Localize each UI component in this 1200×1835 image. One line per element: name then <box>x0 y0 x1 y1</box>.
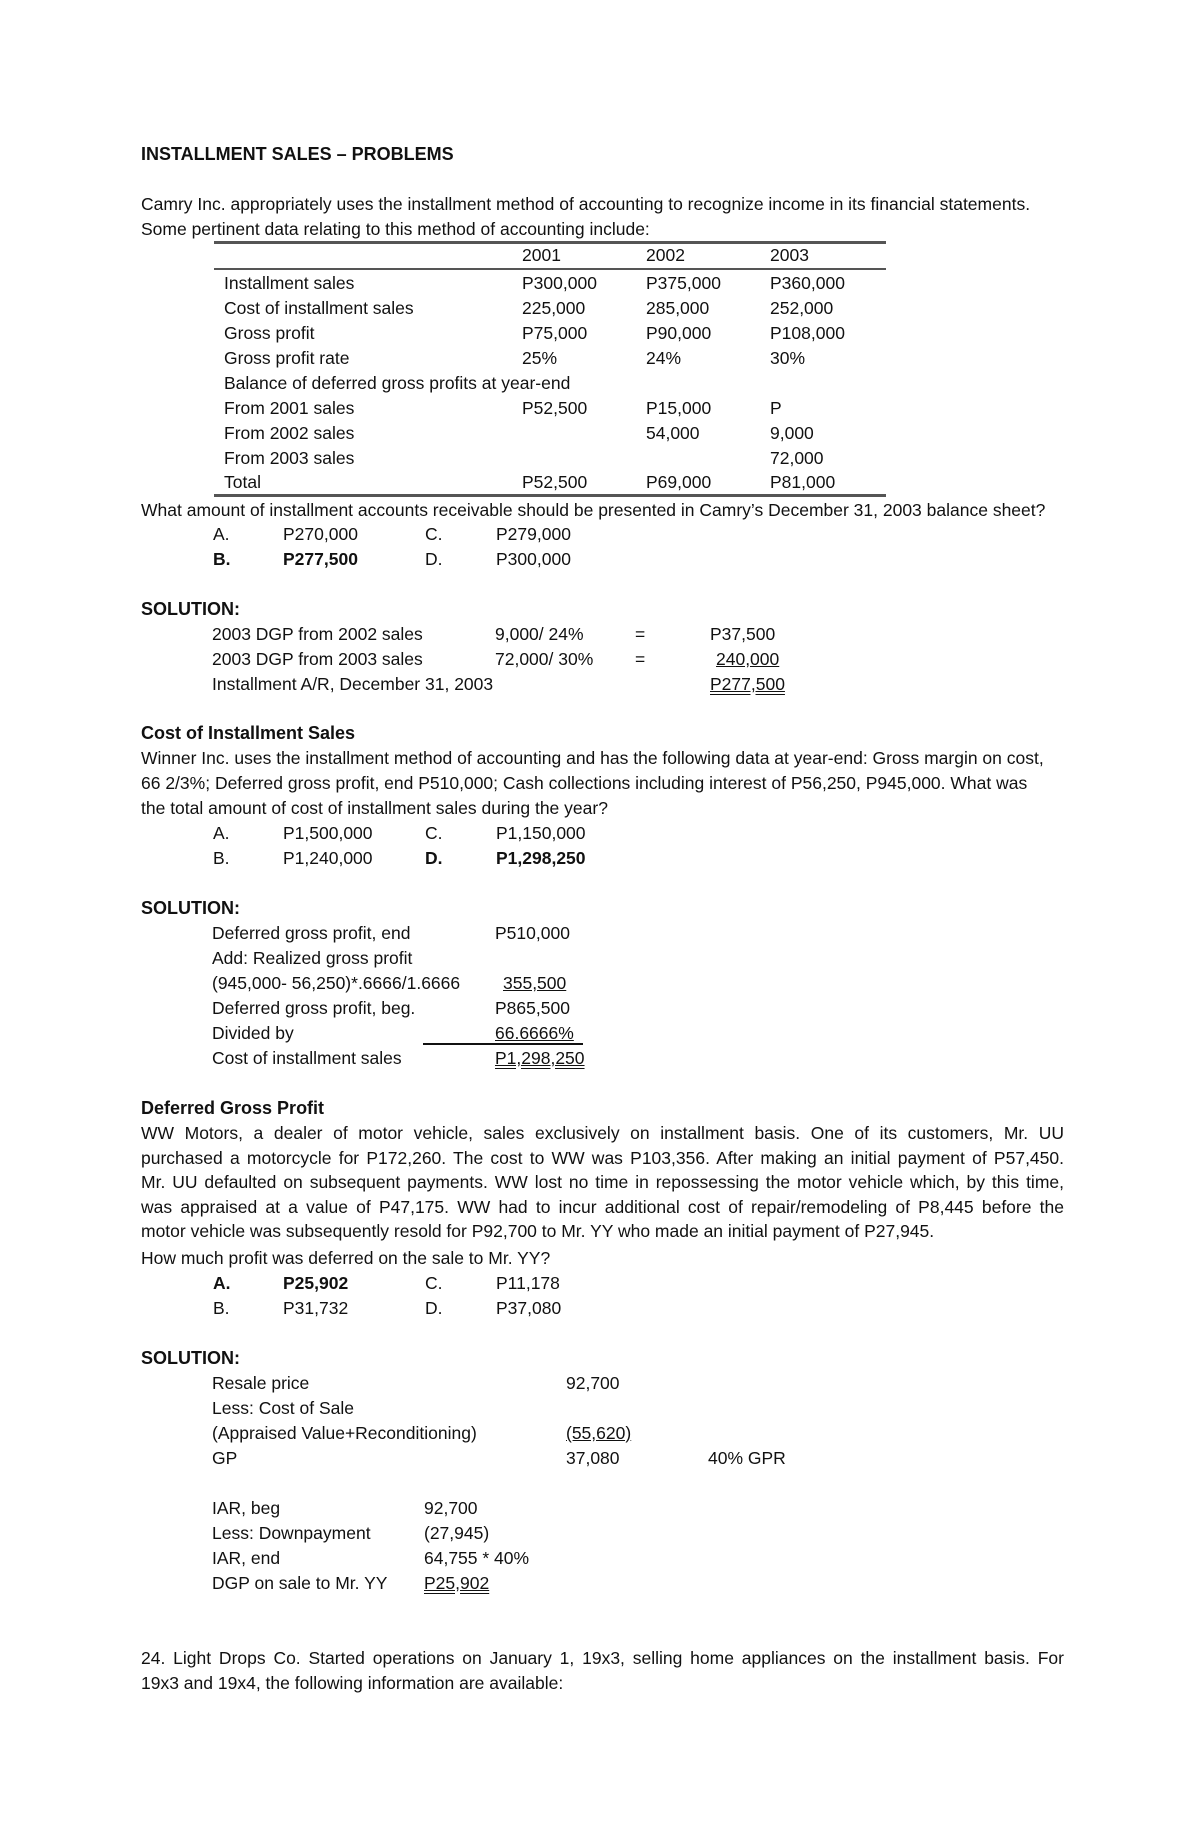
table-bottom-rule <box>214 494 886 497</box>
table-cell: P81,000 <box>770 472 836 492</box>
solution-line-value: P510,000 <box>495 923 570 943</box>
table-cell: 54,000 <box>646 423 700 443</box>
table-cell: 9,000 <box>770 423 814 443</box>
choice-letter: A. <box>213 524 230 544</box>
solution-line-value: (27,945) <box>424 1523 490 1543</box>
solution-total-result: P277,500 <box>710 674 785 694</box>
choice-value: P279,000 <box>496 524 571 544</box>
table-cell: 252,000 <box>770 298 834 318</box>
solution-line-calc: 9,000/ 24% <box>495 624 584 644</box>
table-header-2002: 2002 <box>646 245 685 265</box>
solution-line-label: Add: Realized gross profit <box>212 948 413 968</box>
solution-line-value: 355,500 <box>503 973 567 993</box>
choice-value: P31,732 <box>283 1298 349 1318</box>
choice-value-answer: P1,298,250 <box>496 848 586 868</box>
choice-letter: C. <box>425 1273 443 1293</box>
table-cell: P75,000 <box>522 323 588 343</box>
problem3-body-line2: purchased a motorcycle for P172,260. The cost to WW was P103,356. After making an initial payment of P57,450. <box>141 1147 1064 1168</box>
table-cell: 24% <box>646 348 682 368</box>
table-cell: P108,000 <box>770 323 845 343</box>
table-cell: P360,000 <box>770 273 845 293</box>
solution-total-value: P25,902 <box>424 1573 490 1593</box>
table-header-rule <box>214 268 886 270</box>
choice-value: P11,178 <box>496 1273 560 1293</box>
solution-line-value: 64,755 * 40% <box>424 1548 530 1568</box>
page-title: INSTALLMENT SALES – PROBLEMS <box>141 144 454 164</box>
solution-label: SOLUTION: <box>141 599 240 619</box>
problem3-body-line5: motor vehicle was subsequently resold for P92,700 to Mr. YY who made an initial payment of P27,945. <box>141 1221 935 1242</box>
table-cell: 25% <box>522 348 558 368</box>
problem3-body-line3: Mr. UU defaulted on subsequent payments. WW lost no time in repossessing the motor vehicle which, by this time, <box>141 1172 1064 1193</box>
problem2-body-line3: the total amount of cost of installment sales during the year? <box>141 798 608 818</box>
table-cell: P15,000 <box>646 398 712 418</box>
gross-profit-rate: 40% GPR <box>708 1448 786 1468</box>
choice-letter: C. <box>425 823 443 843</box>
table-cell: P375,000 <box>646 273 721 293</box>
choice-letter: C. <box>425 524 443 544</box>
solution-total-label: Cost of installment sales <box>212 1048 402 1068</box>
solution-line-label: GP <box>212 1448 238 1468</box>
solution-line-value: 92,700 <box>424 1498 478 1518</box>
choice-letter: D. <box>425 1298 443 1318</box>
solution-line-result: P37,500 <box>710 624 776 644</box>
choice-letter: D. <box>425 549 443 569</box>
solution-total-label: DGP on sale to Mr. YY <box>212 1573 388 1593</box>
table-cell: 285,000 <box>646 298 710 318</box>
table-cell: P <box>770 398 782 418</box>
choice-value: P1,150,000 <box>496 823 586 843</box>
solution-line-label: Less: Cost of Sale <box>212 1398 355 1418</box>
solution-total-value: P1,298,250 <box>495 1048 585 1068</box>
problem2-body-line2: 66 2/3%; Deferred gross profit, end P510,000; Cash collections including interest of P56,250, P945,000. What was <box>141 773 1028 793</box>
choice-letter: A. <box>213 823 230 843</box>
choice-letter-answer: A. <box>213 1273 231 1293</box>
solution-line-label: IAR, beg <box>212 1498 281 1518</box>
problem1-intro-line2: Some pertinent data relating to this method of accounting include: <box>141 219 650 239</box>
choice-value-answer: P25,902 <box>283 1273 349 1293</box>
choice-value: P1,240,000 <box>283 848 373 868</box>
problem3-body-line1: WW Motors, a dealer of motor vehicle, sales exclusively on installment basis. One of its customers, Mr. UU <box>141 1123 1064 1143</box>
problem2-body-line1: Winner Inc. uses the installment method of accounting and has the following data at year-end: Gross margin on cost, <box>141 748 1044 768</box>
solution-line-label: Divided by <box>212 1023 294 1043</box>
problem4-body <box>141 1646 1064 1695</box>
table-cell: P69,000 <box>646 472 712 492</box>
table-cell: P90,000 <box>646 323 712 343</box>
solution-line-label: Deferred gross profit, end <box>212 923 411 943</box>
choice-letter: B. <box>213 848 230 868</box>
solution-line-value: P865,500 <box>495 998 570 1018</box>
solution-line-label: Resale price <box>212 1373 310 1393</box>
solution-line-label: (Appraised Value+Reconditioning) <box>212 1423 477 1443</box>
solution-line-calc: 72,000/ 30% <box>495 649 594 669</box>
table-cell: 72,000 <box>770 448 824 468</box>
solution-line-result: 240,000 <box>716 649 780 669</box>
table-cell: P52,500 <box>522 398 588 418</box>
choice-value: P300,000 <box>496 549 571 569</box>
table-cell: 225,000 <box>522 298 586 318</box>
table-header-2003: 2003 <box>770 245 809 265</box>
problem3-question: How much profit was deferred on the sale to Mr. YY? <box>141 1248 551 1268</box>
table-cell: P52,500 <box>522 472 588 492</box>
solution-label: SOLUTION: <box>141 1348 240 1368</box>
table-row-label: From 2003 sales <box>224 448 355 468</box>
solution-line-value: 92,700 <box>566 1373 620 1393</box>
solution-line-value: (55,620) <box>566 1423 632 1443</box>
solution-line-label: (945,000- 56,250)*.6666/1.6666 <box>212 973 461 993</box>
table-cell: 30% <box>770 348 806 368</box>
table-row-label: Gross profit <box>224 323 315 343</box>
problem4-body-line1: 24. Light Drops Co. Started operations on January 1, 19x3, selling home appliances on the installment basis. For <box>141 1648 1064 1668</box>
solution-total-label: Installment A/R, December 31, 2003 <box>212 674 494 694</box>
choice-letter-answer: B. <box>213 549 231 569</box>
choice-letter: B. <box>213 1298 230 1318</box>
solution-label: SOLUTION: <box>141 898 240 918</box>
table-header-2001: 2001 <box>522 245 561 265</box>
solution-line-value: 66.6666% <box>495 1023 574 1043</box>
solution-line-label: 2003 DGP from 2003 sales <box>212 649 423 669</box>
solution-line-label: Deferred gross profit, beg. <box>212 998 416 1018</box>
solution-line-label: Less: Downpayment <box>212 1523 371 1543</box>
section-heading: Cost of Installment Sales <box>141 723 356 743</box>
solution-line-value: 37,080 <box>566 1448 620 1468</box>
problem3-body-line4: was appraised at a value of P47,175. WW had to incur additional cost of repair/remodeling of P8,445 before the <box>141 1196 1064 1217</box>
solution-line-label: 2003 DGP from 2002 sales <box>212 624 423 644</box>
table-row-label: From 2002 sales <box>224 423 355 443</box>
table-row-label: Total <box>224 472 261 492</box>
solution-line-eq: = <box>635 624 646 644</box>
choice-value: P270,000 <box>283 524 358 544</box>
table-row-label: From 2001 sales <box>224 398 355 418</box>
solution-line-label: IAR, end <box>212 1548 281 1568</box>
choice-letter-answer: D. <box>425 848 443 868</box>
choice-value: P37,080 <box>496 1298 562 1318</box>
table-row-label: Gross profit rate <box>224 348 350 368</box>
table-row-label: Cost of installment sales <box>224 298 414 318</box>
table-cell: P300,000 <box>522 273 597 293</box>
solution-line-eq: = <box>635 649 646 669</box>
problem1-question: What amount of installment accounts receivable should be presented in Camry’s December 31, 2003 balance sheet? <box>141 500 1046 520</box>
table-row-label: Installment sales <box>224 273 355 293</box>
section-heading: Deferred Gross Profit <box>141 1098 325 1118</box>
table-row-label: Balance of deferred gross profits at year-end <box>224 373 571 393</box>
choice-value-answer: P277,500 <box>283 549 358 569</box>
problem1-intro-line1: Camry Inc. appropriately uses the installment method of accounting to recognize income in its financial statements. <box>141 194 1031 214</box>
problem4-body-line2: 19x3 and 19x4, the following information are available: <box>141 1672 564 1693</box>
choice-value: P1,500,000 <box>283 823 373 843</box>
problem3-body <box>141 1121 1064 1244</box>
